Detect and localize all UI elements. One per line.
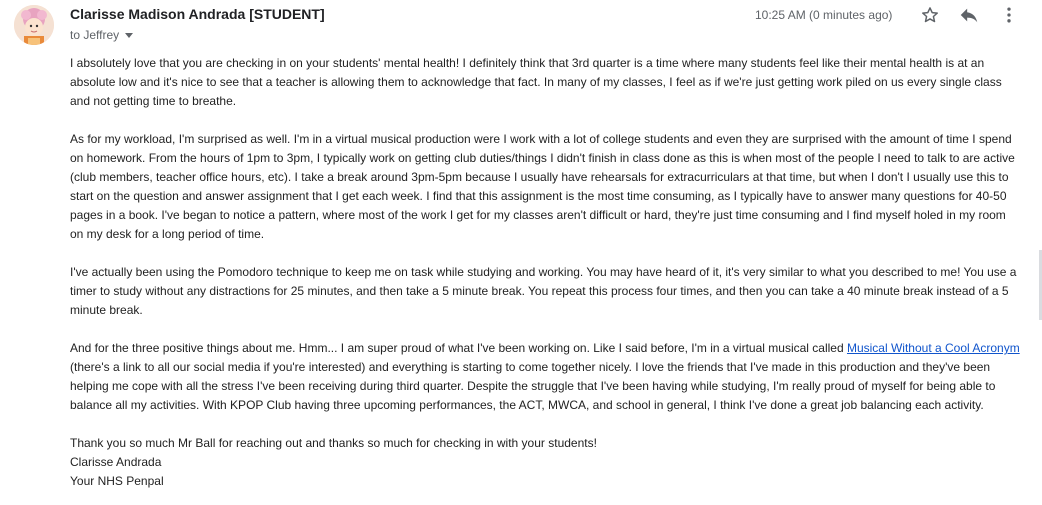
musical-link[interactable]: Musical Without a Cool Acronym: [846, 341, 1020, 355]
message-body: [70, 54, 1020, 491]
more-options-button[interactable]: [998, 4, 1020, 26]
more-vert-icon: [999, 5, 1019, 25]
sender-name[interactable]: Clarisse Madison Andrada [STUDENT]: [70, 6, 325, 22]
star-button[interactable]: [919, 4, 941, 26]
recipient-details-toggle[interactable]: [70, 28, 133, 42]
star-icon: [920, 5, 940, 25]
paragraph-text: And for the three positive things about me. Hmm... I am super proud of what I've been working on. Like I said before, I'm in a virtual musical called: [70, 341, 847, 355]
signature-title: Your NHS Penpal: [70, 474, 164, 488]
signature-name: Clarisse Andrada: [70, 455, 162, 469]
paragraph-workload: As for my workload, I'm surprised as well. I'm in a virtual musical production were I work with a lot of college students and even they are surprised with the amount of time I spend on homework. From the hours of 1pm to 3pm, I typically work on getting club duties/things I didn't finish in class done as this is when most of the people I need to talk to are active (club members, teacher office hours, etc). I take a break around 3pm-5pm because I usually have rehearsals for extracurriculars at that time, but when I don't I usually use this to start on the question and answer assignment that I get each week. I find that this assignment is the most time consuming, as I typically have to answer many questions for 40-50 pages in a book. I've began to notice a pattern, where most of the work I get for my classes aren't difficult or hard, they're just time consuming and I find myself holed in my room on my desk for a long period of time.: [70, 132, 1015, 241]
recipient-label: to Jeffrey: [70, 28, 120, 42]
paragraph-positive-things: [70, 339, 1020, 415]
paragraph-text: (there's a link to all our social media if you're interested) and everything is starting to come together nicely. I love the friends that I've made in this production and they've been helping me cope with all the stress I've been receiving during third quarter. Despite the struggle that I've been having while studying, I'm really proud of myself for being able to balance all my activities. With KPOP Club having three upcoming performances, the ACT, MWCA, and school in general, I think I've done a great job balancing each activity.: [70, 360, 996, 412]
paragraph-mental-health: I absolutely love that you are checking in on your students' mental health! I definitely think that 3rd quarter is a time where many students feel like their mental health is at an absolute low and it's nice to see that a teacher is allowing them to acknowledge that fact. In many of my classes, I feel as if we're just getting work piled on us every single class and not getting time to breathe.: [70, 56, 1002, 108]
message-timestamp: 10:25 AM (0 minutes ago): [755, 8, 893, 22]
reply-button[interactable]: [958, 4, 980, 26]
paragraph-pomodoro: I've actually been using the Pomodoro technique to keep me on task while studying and working. You may have heard of it, it's very similar to what you described to me! You use a timer to study without any distractions for 25 minutes, and then take a 5 minute break. You repeat this process four times, and then you can take a 40 minute break instead of a 5 minute break.: [70, 265, 1017, 317]
reply-icon: [958, 4, 980, 26]
closing-line: Thank you so much Mr Ball for reaching out and thanks so much for checking in with your students!: [70, 436, 597, 450]
avatar[interactable]: [14, 5, 54, 45]
chevron-down-icon: [125, 33, 133, 38]
